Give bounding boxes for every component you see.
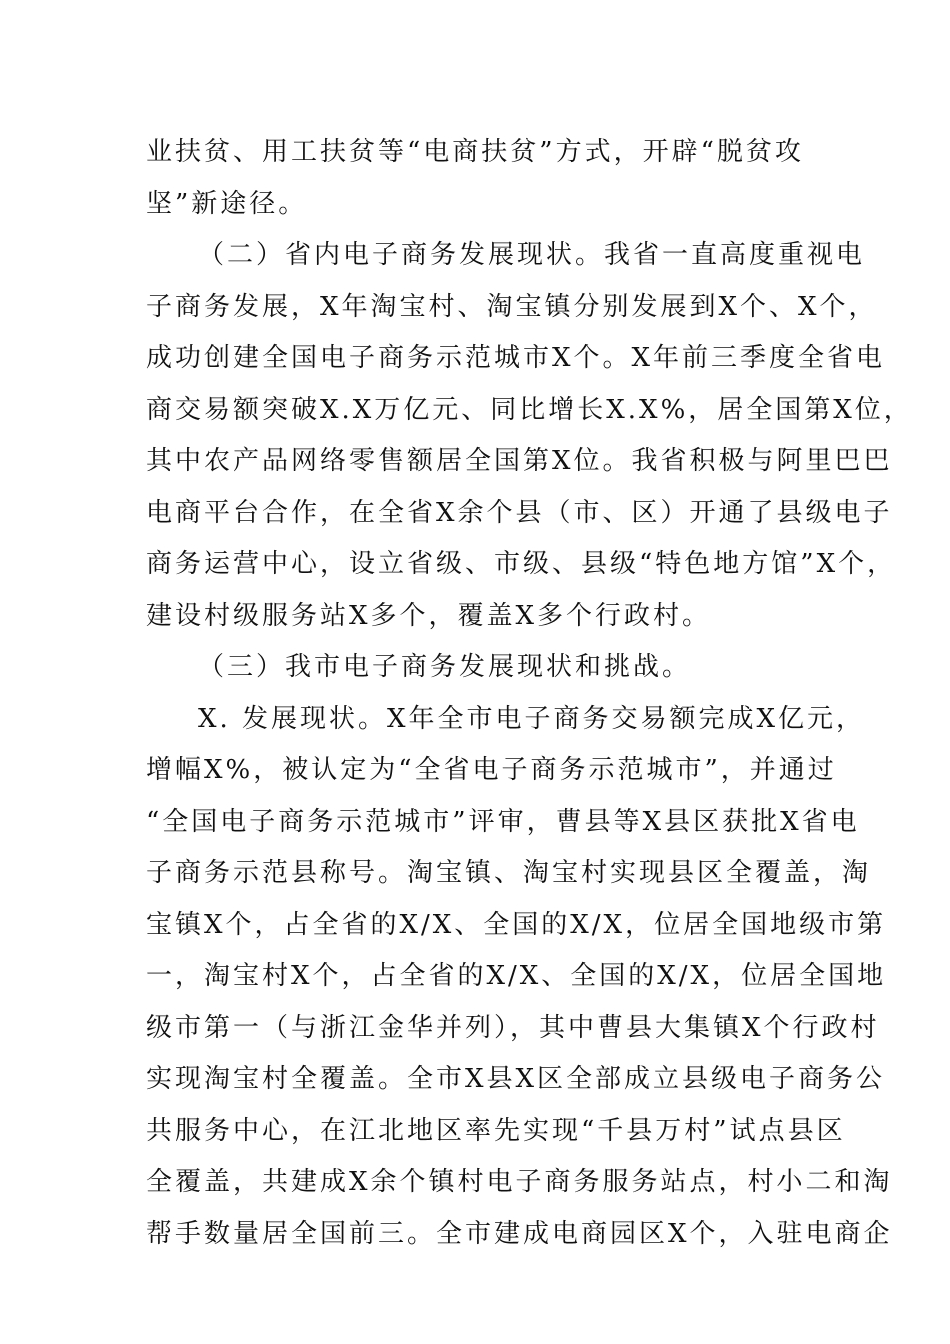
text-line-14: “全国电子商务示范城市”评审，曹县等X县区获批X省电 bbox=[146, 807, 860, 837]
text-line-21: 全覆盖，共建成X余个镇村电子商务服务站点，村小二和淘 bbox=[146, 1167, 893, 1197]
text-line-11: （三）我市电子商务发展现状和挑战。 bbox=[198, 652, 692, 682]
text-line-13: 增幅X%，被认定为“全省电子商务示范城市”，并通过 bbox=[146, 755, 837, 785]
text-line-5: 成功创建全国电子商务示范城市X个。X年前三季度全省电 bbox=[146, 343, 886, 373]
text-line-15: 子商务示范县称号。淘宝镇、淘宝村实现县区全覆盖，淘 bbox=[146, 858, 872, 888]
text-line-8: 电商平台合作，在全省X余个县（市、区）开通了县级电子 bbox=[146, 498, 893, 528]
text-line-10: 建设村级服务站X多个，覆盖X多个行政村。 bbox=[146, 601, 712, 631]
text-line-3: （二）省内电子商务发展现状。我省一直高度重视电 bbox=[198, 240, 866, 270]
text-line-17: 一，淘宝村X个，占全省的X/X、全国的X/X，位居全国地 bbox=[146, 961, 887, 991]
text-line-19: 实现淘宝村全覆盖。全市X县X区全部成立县级电子商务公 bbox=[146, 1064, 886, 1094]
text-line-9: 商务运营中心，设立省级、市级、县级“特色地方馆”X个， bbox=[146, 549, 897, 579]
text-line-1: 业扶贫、用工扶贫等“电商扶贫”方式，开辟“脱贫攻 bbox=[146, 137, 804, 167]
text-line-20: 共服务中心，在江北地区率先实现“千县万村”试点县区 bbox=[146, 1116, 846, 1146]
text-line-16: 宝镇X个，占全省的X/X、全国的X/X，位居全国地级市第 bbox=[146, 910, 887, 940]
text-line-2: 坚”新途径。 bbox=[146, 189, 308, 219]
text-line-6: 商交易额突破X.X万亿元、同比增长X.X%，居全国第X位， bbox=[146, 395, 913, 425]
text-line-22: 帮手数量居全国前三。全市建成电商园区X个，入驻电商企 bbox=[146, 1219, 893, 1249]
text-line-12: X. 发展现状。X年全市电子商务交易额完成X亿元， bbox=[198, 704, 866, 734]
text-line-4: 子商务发展，X年淘宝村、淘宝镇分别发展到X个、X个， bbox=[146, 292, 878, 322]
text-line-18: 级市第一（与浙江金华并列），其中曹县大集镇X个行政村 bbox=[146, 1013, 880, 1043]
text-line-7: 其中农产品网络零售额居全国第X位。我省积极与阿里巴巴 bbox=[146, 446, 893, 476]
